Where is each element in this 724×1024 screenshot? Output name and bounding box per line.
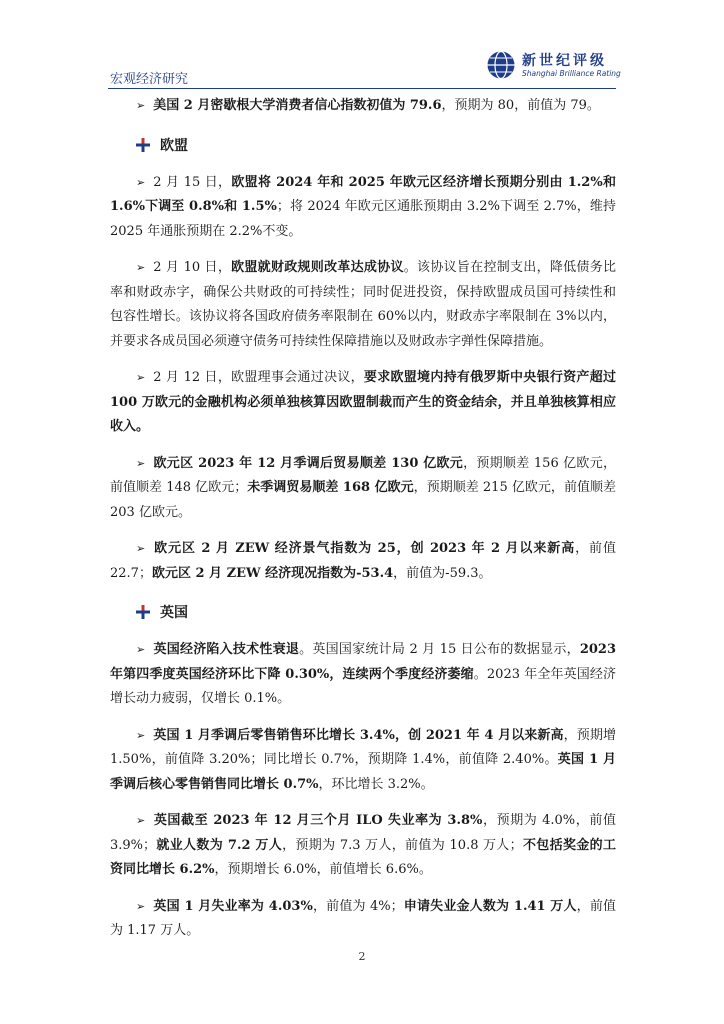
text: ，预期增 1.50%，前值降 3.20%；同比增长 0.7%，预期降 1.4%，前值降 2.40%。 xyxy=(110,727,616,767)
text: 2 月 12 日，欧盟理事会通过决议， xyxy=(153,370,364,385)
bold-text: 英国 1 月季调后零售销售环比增长 3.4%，创 2021 年 4 月以来新高 xyxy=(153,727,564,743)
text: ，预期为 80，前值为 79。 xyxy=(441,98,600,113)
text: ，预期增长 6.0%，前值增长 6.6%。 xyxy=(214,862,432,877)
report-body xyxy=(110,94,616,956)
bold-text: 不包括奖金的工资同比增长 6.2% xyxy=(110,837,616,877)
text: ，预期顺差 156 亿欧元，前值顺差 148 亿欧元； xyxy=(110,455,616,495)
logo-english-name: Shanghai Brilliance Rating xyxy=(522,69,621,78)
bold-text: 未季调贸易顺差 168 亿欧元 xyxy=(247,480,414,495)
arrow-bullet-icon: ➢ xyxy=(136,728,146,742)
section-heading-uk xyxy=(136,602,616,622)
arrow-bullet-icon: ➢ xyxy=(136,814,146,827)
bold-text: 英国经济陷入技术性衰退 xyxy=(153,642,300,657)
bold-text: 欧元区 2 月 ZEW 经济现况指数为-53.4 xyxy=(151,565,394,581)
bold-text: 英国截至 2023 年 12 月三个月 ILO 失业率为 3.8% xyxy=(153,813,483,828)
header-title: 宏观经济研究 xyxy=(110,72,189,87)
text: ，前值为-59.3。 xyxy=(393,565,492,581)
section-title: 欧盟 xyxy=(160,137,188,154)
bold-text: 就业人数为 7.2 万人 xyxy=(156,837,283,853)
text: 2 月 15 日， xyxy=(153,174,232,190)
news-item-us-sentiment xyxy=(110,94,616,119)
bold-text: 英国 1 月季调后核心零售销售同比增长 0.7% xyxy=(110,752,616,792)
text: ，预期为 4.0%，前值 3.9%； xyxy=(110,813,616,853)
section-marker-icon xyxy=(136,138,150,152)
arrow-bullet-icon: ➢ xyxy=(136,899,146,913)
arrow-bullet-icon: ➢ xyxy=(136,456,146,470)
text: ，预期顺差 215 亿欧元，前值顺差 203 亿欧元。 xyxy=(110,480,616,520)
bold-text: 欧盟就财政规则改革达成协议 xyxy=(231,260,404,275)
text: 。英国国家统计局 2 月 15 日公布的数据显示， xyxy=(299,642,580,657)
arrow-bullet-icon: ➢ xyxy=(136,643,146,656)
news-item-eu-zew xyxy=(110,537,616,586)
arrow-bullet-icon: ➢ xyxy=(136,99,146,112)
bold-text: 英国 1 月失业率为 4.03% xyxy=(153,898,313,914)
logo-chinese-name: 新世纪评级 xyxy=(522,53,607,69)
company-logo xyxy=(486,50,621,84)
text: 。该协议旨在控制支出，降低债务比率和财政赤字，确保公共财政的可持续性；同时促进投资，保持欧盟成员国可持续性和包容性增长。该协议将各国政府债务率限制在 60%以内，财政赤字率限制在 3%以内，并要求各成员国必须遵守债务可持续性保障措施以及财政赤字弹性保障措施。 xyxy=(110,260,616,349)
bold-text: 申请失业金人数为 1.41 万人 xyxy=(403,898,577,914)
bold-text: 2023 年第四季度英国经济环比下降 0.30%，连续两个季度经济萎缩 xyxy=(110,642,616,682)
text: ，前值 22.7； xyxy=(110,541,616,581)
bold-text: 美国 2 月密歇根大学消费者信心指数初值为 79.6 xyxy=(153,98,442,113)
arrow-bullet-icon: ➢ xyxy=(136,371,146,384)
news-item-eu-growth xyxy=(110,171,616,245)
news-item-eu-fiscal xyxy=(110,256,616,354)
page-number: 2 xyxy=(358,950,366,963)
bold-text: 欧盟将 2024 年和 2025 年欧元区经济增长预期分别由 1.2%和 1.6%下调至 0.8%和 1.5% xyxy=(110,174,616,214)
text: ，环比增长 3.2%。 xyxy=(318,776,434,792)
section-title: 英国 xyxy=(160,605,188,621)
text: ，前值为 1.17 万人。 xyxy=(110,898,616,938)
news-item-uk-recession xyxy=(110,638,616,712)
arrow-bullet-icon: ➢ xyxy=(136,261,146,274)
bold-text: 欧元区 2023 年 12 月季调后贸易顺差 130 亿欧元 xyxy=(153,455,464,471)
section-heading-eu xyxy=(136,135,616,155)
bold-text: 要求欧盟境内持有俄罗斯中央银行资产超过 100 万欧元的金融机构必须单独核算因欧盟制裁而产生的资金结余，并且单独核算相应收入。 xyxy=(110,370,616,434)
text: 。2023 年全年英国经济增长动力疲弱，仅增长 0.1%。 xyxy=(110,666,616,706)
text: ；将 2024 年欧元区通胀预期由 3.2%下调至 2.7%，维持 2025 年通胀预期在 2.2%不变。 xyxy=(110,199,616,239)
arrow-bullet-icon: ➢ xyxy=(136,175,146,189)
text: ，前值为 4%； xyxy=(312,898,404,914)
news-item-uk-retail xyxy=(110,724,616,798)
section-marker-icon xyxy=(136,605,150,619)
header-divider xyxy=(108,88,616,89)
news-item-eu-trade xyxy=(110,452,616,526)
news-item-uk-ilo xyxy=(110,809,616,883)
bold-text: 欧元区 2 月 ZEW 经济景气指数为 25，创 2023 年 2 月以来新高 xyxy=(153,541,576,556)
news-item-uk-unemployment xyxy=(110,895,616,944)
news-item-eu-russia xyxy=(110,366,616,440)
text: 2 月 10 日， xyxy=(153,260,232,275)
arrow-bullet-icon: ➢ xyxy=(136,542,146,555)
logo-globe-icon xyxy=(486,50,516,80)
text: ，预期为 7.3 万人，前值为 10.8 万人； xyxy=(282,837,523,853)
